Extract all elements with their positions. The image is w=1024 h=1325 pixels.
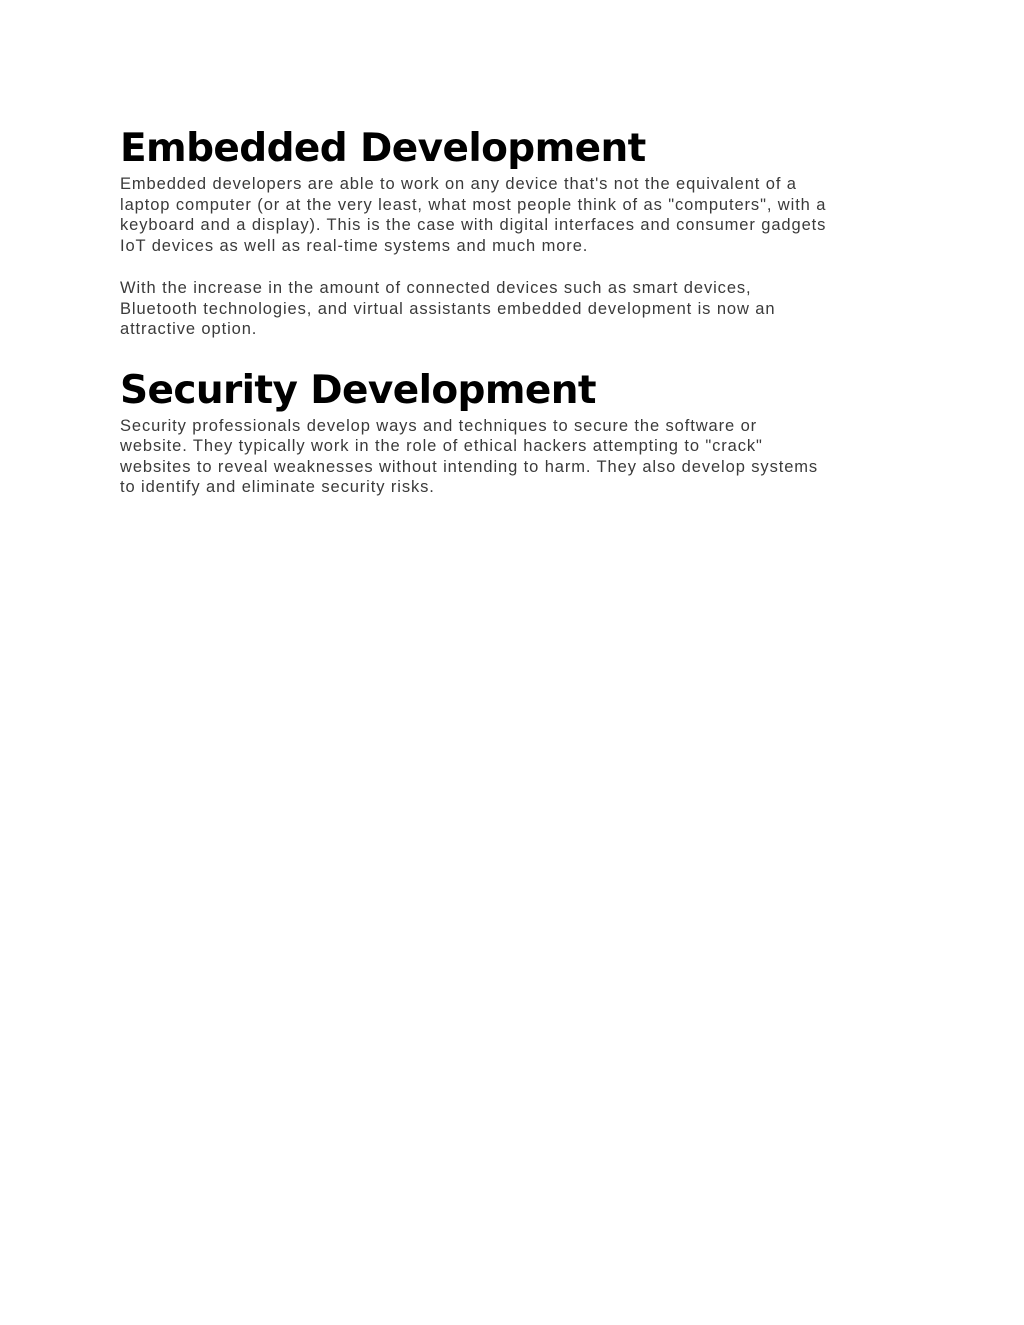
section-embedded-development	[120, 124, 904, 340]
section-heading: Embedded Development	[120, 126, 646, 171]
paragraph-line: Embedded developers are able to work on any device that's not the equivalent of a	[120, 175, 797, 193]
paragraph-line: With the increase in the amount of connected devices such as smart devices,	[120, 279, 752, 297]
document-page	[120, 124, 904, 498]
paragraph-line: Security professionals develop ways and techniques to secure the software or	[120, 416, 758, 435]
paragraph	[120, 278, 904, 340]
section-heading: Security Development	[120, 367, 596, 413]
paragraph-line: attractive option.	[120, 320, 258, 338]
section-spacer	[120, 340, 904, 366]
paragraph-line: to identify and eliminate security risks.	[120, 478, 435, 496]
paragraph-line: websites to reveal weaknesses without intending to harm. They also develop systems	[120, 457, 819, 476]
paragraph-line: Bluetooth technologies, and virtual assistants embedded development is now an	[120, 299, 776, 318]
paragraph-line: keyboard and a display). This is the case with digital interfaces and consumer gadgets	[120, 216, 827, 234]
paragraph-spacer	[120, 256, 904, 278]
paragraph-line: IoT devices as well as real-time systems and much more.	[120, 236, 589, 255]
paragraph-line: laptop computer (or at the very least, what most people think of as "computers", with a	[120, 195, 827, 214]
paragraph-line: website. They typically work in the role of ethical hackers attempting to "crack"	[120, 437, 763, 455]
paragraph	[120, 174, 904, 256]
paragraph	[120, 416, 904, 498]
section-security-development	[120, 366, 904, 498]
